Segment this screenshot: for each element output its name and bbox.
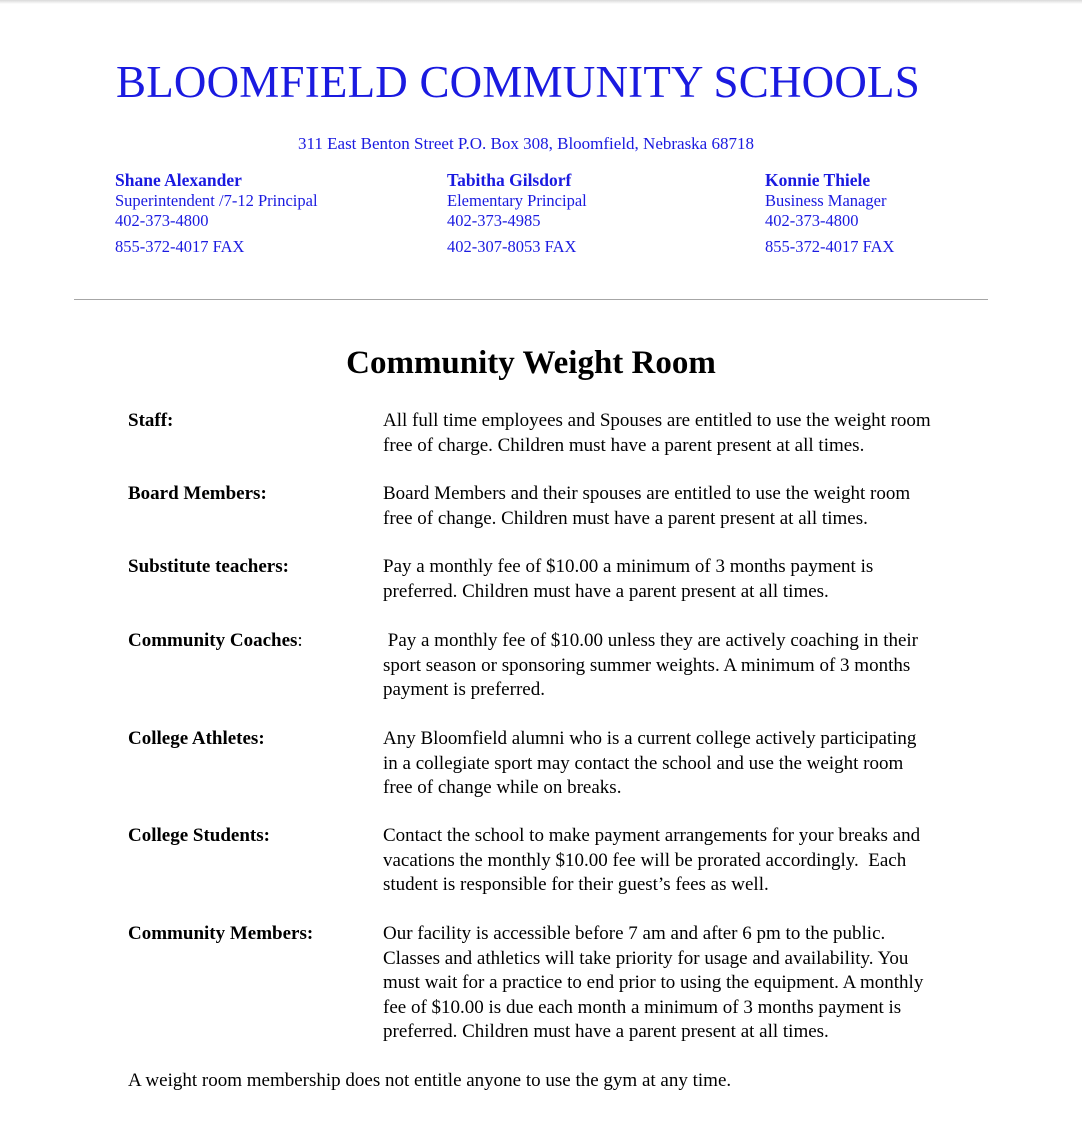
contact-title: Superintendent /7-12 Principal <box>115 191 318 210</box>
text-line: preferred. Children must have a parent present at all times. <box>383 1021 829 1042</box>
text-line: Any Bloomfield alumni who is a current college actively participating <box>383 728 917 749</box>
text-line: Our facility is accessible before 7 am and after 6 pm to the public. <box>383 923 886 944</box>
text-line: fee of $10.00 is due each month a minimum of 3 months payment is <box>383 996 902 1018</box>
row-text-substitute-teachers <box>383 555 1003 604</box>
row-label-board-members: Board Members: <box>128 483 267 504</box>
contact-phone: 402-373-4800 <box>115 211 209 230</box>
contact-name: Shane Alexander <box>115 170 242 190</box>
contact-fax: 855-372-4017 FAX <box>765 237 895 256</box>
row-label-substitute-teachers: Substitute teachers: <box>128 556 289 577</box>
text-line: preferred. Children must have a parent present at all times. <box>383 580 829 602</box>
text-line: free of change. Children must have a parent present at all times. <box>383 507 868 529</box>
row-text-community-members <box>383 922 1003 1045</box>
row-label-college-students: College Students: <box>128 825 270 846</box>
contact-business-manager <box>765 169 894 257</box>
row-text-staff <box>383 409 1003 458</box>
header-divider <box>74 299 988 300</box>
contact-name: Konnie Thiele <box>765 170 871 190</box>
text-line: free of change while on breaks. <box>383 777 622 798</box>
row-label-college-athletes: College Athletes: <box>128 728 265 749</box>
footer-note: A weight room membership does not entitle anyone to use the gym at any time. <box>128 1070 732 1091</box>
text-line: free of charge. Children must have a parent present at all times. <box>383 434 865 456</box>
text-line: Pay a monthly fee of $10.00 a minimum of 3 months payment is <box>383 556 874 577</box>
school-name: BLOOMFIELD COMMUNITY SCHOOLS <box>116 57 920 107</box>
text-line: Contact the school to make payment arrangements for your breaks and <box>383 825 921 846</box>
text-line: in a collegiate sport may contact the school and use the weight room <box>383 752 904 774</box>
contact-elementary-principal <box>447 169 587 257</box>
text-line: must wait for a practice to end prior to using the equipment. A monthly <box>383 972 924 993</box>
contact-superintendent <box>115 169 318 257</box>
text-line: Pay a monthly fee of $10.00 unless they are actively coaching in their <box>383 630 919 651</box>
contact-phone: 402-373-4985 <box>447 211 541 230</box>
contact-fax: 855-372-4017 FAX <box>115 237 245 256</box>
row-label-community-coaches <box>128 629 303 653</box>
row-label-community-members: Community Members: <box>128 923 314 944</box>
contact-fax: 402-307-8053 FAX <box>447 237 577 256</box>
top-shadow <box>0 0 1082 4</box>
text-line: payment is preferred. <box>383 679 545 700</box>
page-title: Community Weight Room <box>346 345 716 381</box>
row-text-college-students <box>383 824 1003 898</box>
text-line: student is responsible for their guest’s fees as well. <box>383 874 769 895</box>
row-text-board-members <box>383 482 1003 531</box>
contact-name: Tabitha Gilsdorf <box>447 170 572 190</box>
text-line: Board Members and their spouses are entitled to use the weight room <box>383 483 911 504</box>
row-label-staff: Staff: <box>128 410 174 431</box>
row-text-college-athletes <box>383 727 1003 801</box>
row-text-community-coaches <box>383 629 1003 703</box>
contact-phone: 402-373-4800 <box>765 211 859 230</box>
contact-title: Business Manager <box>765 191 887 210</box>
text-line: vacations the monthly $10.00 fee will be prorated accordingly. Each <box>383 849 907 871</box>
school-address: 311 East Benton Street P.O. Box 308, Bloomfield, Nebraska 68718 <box>298 134 754 153</box>
text-line: sport season or sponsoring summer weights. A minimum of 3 months <box>383 654 911 676</box>
text-line: All full time employees and Spouses are entitled to use the weight room <box>383 410 931 431</box>
label-text: Community Coaches <box>128 630 298 651</box>
text-line: Classes and athletics will take priority for usage and availability. You <box>383 947 909 969</box>
label-colon: : <box>297 630 303 651</box>
contact-title: Elementary Principal <box>447 191 587 210</box>
